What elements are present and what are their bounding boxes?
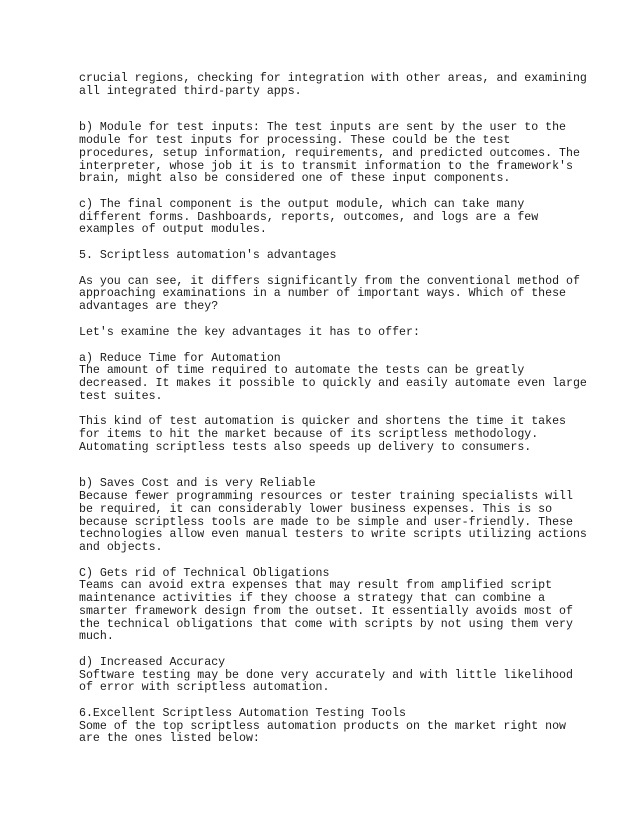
paragraph-quicker-automation: This kind of test automation is quicker and shortens the time it takes for items to hit the market because of its scriptless methodology. Automating scriptless tests also speeds up delivery to consumers. <box>79 415 567 454</box>
paragraph-test-inputs-module: b) Module for test inputs: The test inputs are sent by the user to the module for test inputs for processing. These could be the test procedures, setup information, requirements, and predicted outcomes. The interpreter, whose job it is to transmit information to the framework's brain, might also be considered one of these input components. <box>79 121 580 186</box>
paragraph-technical-obligations: C) Gets rid of Technical Obligations Teams can avoid extra expenses that may result from amplified script maintenance activities if they choose a strategy that can combine a smarter framework design from the outset. It essentially avoids most of the technical obligations that come with scripts by not using them very much. <box>79 566 573 644</box>
paragraph-saves-cost: b) Saves Cost and is very Reliable Because fewer programming resources or tester training specialists will be required, it can considerably lower business expenses. This is so because scriptless tools are made to be simple and user-friendly. These technologies allow even manual testers to write scripts utilizing actions and objects. <box>79 477 587 554</box>
paragraph-increased-accuracy: d) Increased Accuracy Software testing may be done very accurately and with little likelihood of error with scriptless automation. <box>79 655 573 695</box>
document-body <box>79 72 587 746</box>
paragraph-key-advantages: Let's examine the key advantages it has to offer: <box>79 325 420 339</box>
paragraph-reduce-time: a) Reduce Time for Automation The amount of time required to automate the tests can be greatly decreased. It makes it possible to quickly and easily automate even large test suites. <box>79 351 587 403</box>
section-heading-advantages: 5. Scriptless automation's advantages <box>79 249 337 263</box>
paragraph-output-module: c) The final component is the output module, which can take many different forms. Dashboards, reports, outcomes, and logs are a few examples of output modules. <box>79 197 539 237</box>
paragraph-tools-heading: 6.Excellent Scriptless Automation Testing Tools Some of the top scriptless automation products on the market right now are the ones listed below: <box>79 707 567 746</box>
paragraph-intro-continuation: crucial regions, checking for integration with other areas, and examining all integrated third-party apps. <box>79 72 587 98</box>
paragraph-advantages-intro: As you can see, it differs significantly from the conventional method of approaching examinations in a number of important ways. Which of these advantages are they? <box>79 274 580 314</box>
